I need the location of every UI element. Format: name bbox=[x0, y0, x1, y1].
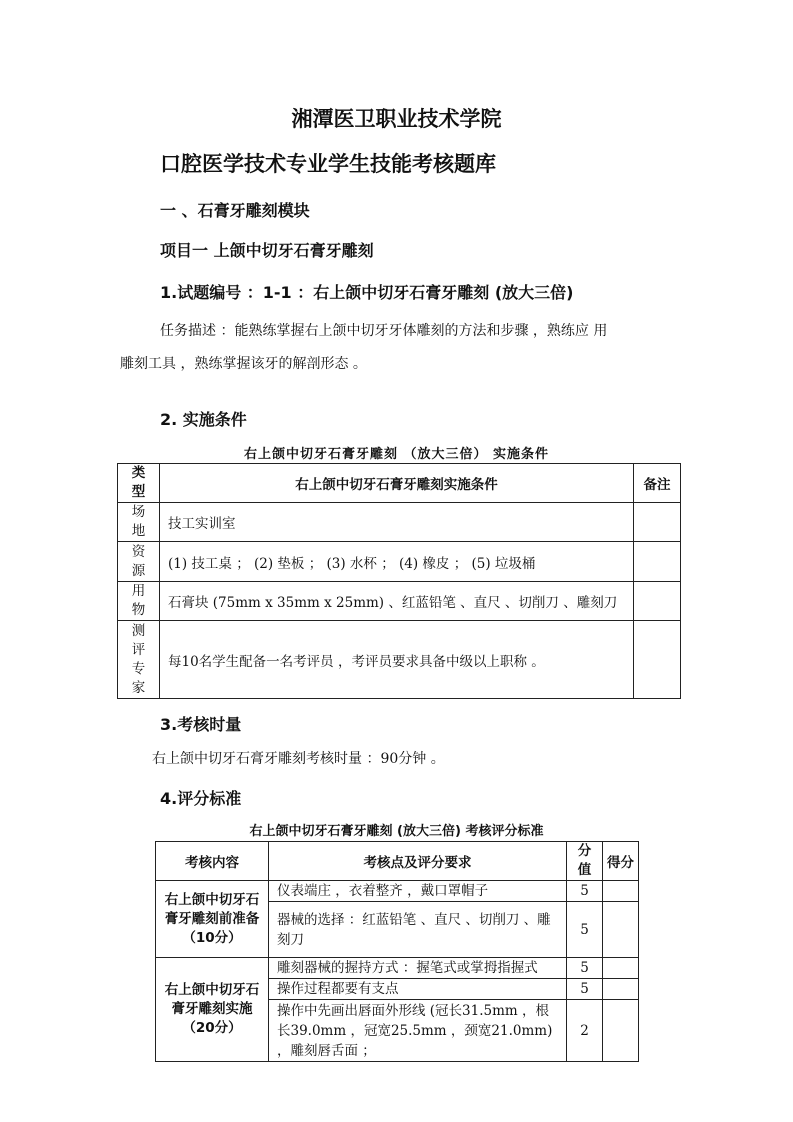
document-title: 口腔医学技术专业学生技能考核题库 bbox=[160, 152, 496, 176]
score-cell bbox=[603, 1000, 639, 1062]
criteria-cell: 操作过程都要有支点 bbox=[269, 979, 567, 1000]
table-row bbox=[118, 621, 681, 699]
table-row bbox=[156, 958, 639, 979]
question-heading: 1.试题编号 ：1-1 ：右上颌中切牙石膏牙雕刻 (放大三倍) bbox=[160, 283, 574, 302]
exam-duration-text: 右上颌中切牙石膏牙雕刻考核时量 ：90分钟 。 bbox=[152, 751, 445, 767]
conditions-table bbox=[117, 463, 681, 699]
row-type: 资源 bbox=[131, 543, 146, 579]
header-content: 右上颌中切牙石膏牙雕刻实施条件 bbox=[160, 464, 634, 503]
points-cell: 2 bbox=[567, 1000, 603, 1062]
criteria-cell: 仪表端庄 ，衣着整齐 ，戴口罩帽子 bbox=[269, 881, 567, 902]
header-type: 类型 bbox=[131, 465, 146, 500]
row-note bbox=[634, 542, 681, 582]
module-heading: 一 、石膏牙雕刻模块 bbox=[160, 201, 310, 220]
row-content: 技工实训室 bbox=[160, 503, 634, 542]
conditions-table-caption: 右上颌中切牙石膏牙雕刻 （放大三倍） 实施条件 bbox=[243, 447, 550, 462]
project-heading: 项目一 上颌中切牙石膏牙雕刻 bbox=[160, 241, 374, 260]
group-label bbox=[156, 881, 269, 958]
table-row bbox=[118, 503, 681, 542]
row-type-cell bbox=[118, 542, 160, 582]
header-points-cell bbox=[567, 842, 603, 881]
row-content: (1) 技工桌 ； (2) 垫板 ； (3) 水杯 ； (4) 橡皮 ； (5) 垃圾桶 bbox=[160, 542, 634, 582]
row-content: 每10名学生配备一名考评员 ，考评员要求具备中级以上职称 。 bbox=[160, 621, 634, 699]
table-header-row bbox=[118, 464, 681, 503]
header-criteria: 考核点及评分要求 bbox=[269, 842, 567, 881]
group-label-text: 右上颌中切牙石膏牙雕刻实施（20分） bbox=[164, 982, 260, 1036]
score-cell bbox=[603, 881, 639, 902]
row-note bbox=[634, 503, 681, 542]
criteria-cell: 器械的选择 ：红蓝铅笔 、直尺 、切削刀 、雕刻刀 bbox=[269, 902, 567, 958]
header-content: 考核内容 bbox=[156, 842, 269, 881]
section-heading-time: 3.考核时量 bbox=[160, 715, 242, 734]
score-cell bbox=[603, 958, 639, 979]
task-description-line: 任务描述 ：能熟练掌握右上颌中切牙牙体雕刻的方法和步骤 ，熟练应 用 bbox=[160, 323, 608, 339]
criteria-cell: 操作中先画出唇面外形线 (冠长31.5mm ，根长39.0mm ，冠宽25.5mm ，颈宽21.0mm) ，雕刻唇舌面 ； bbox=[269, 1000, 567, 1062]
score-cell bbox=[603, 979, 639, 1000]
row-content: 石膏块 (75mm x 35mm x 25mm) 、红蓝铅笔 、直尺 、切削刀 、雕刻刀 bbox=[160, 582, 634, 621]
section-heading-conditions: 2. 实施条件 bbox=[160, 410, 247, 429]
group-label bbox=[156, 958, 269, 1062]
points-cell: 5 bbox=[567, 902, 603, 958]
row-type-cell bbox=[118, 582, 160, 621]
header-score: 得分 bbox=[603, 842, 639, 881]
scoring-table bbox=[155, 841, 639, 1062]
score-cell bbox=[603, 902, 639, 958]
criteria-cell: 雕刻器械的握持方式 ：握笔式或掌拇指握式 bbox=[269, 958, 567, 979]
points-cell: 5 bbox=[567, 881, 603, 902]
group-label-text: 右上颌中切牙石膏牙雕刻前准备（10分） bbox=[164, 891, 260, 946]
header-note: 备注 bbox=[634, 464, 681, 503]
scoring-table-caption: 右上颌中切牙石膏牙雕刻 (放大三倍) 考核评分标准 bbox=[249, 824, 544, 839]
row-type: 用物 bbox=[131, 583, 146, 618]
row-type: 测评专家 bbox=[131, 622, 146, 696]
row-note bbox=[634, 621, 681, 699]
row-type: 场地 bbox=[131, 504, 146, 539]
table-row bbox=[118, 582, 681, 621]
task-description-line: 雕刻工具 ，熟练掌握该牙的解剖形态 。 bbox=[120, 356, 367, 372]
header-cell bbox=[118, 464, 160, 503]
table-row bbox=[118, 542, 681, 582]
table-header-row bbox=[156, 842, 639, 881]
points-cell: 5 bbox=[567, 958, 603, 979]
row-type-cell bbox=[118, 503, 160, 542]
section-heading-scoring: 4.评分标准 bbox=[160, 789, 242, 808]
row-note bbox=[634, 582, 681, 621]
header-points: 分值 bbox=[577, 843, 592, 878]
points-cell: 5 bbox=[567, 979, 603, 1000]
row-type-cell bbox=[118, 621, 160, 699]
school-name: 湘潭医卫职业技术学院 bbox=[291, 107, 502, 131]
table-row bbox=[156, 881, 639, 902]
